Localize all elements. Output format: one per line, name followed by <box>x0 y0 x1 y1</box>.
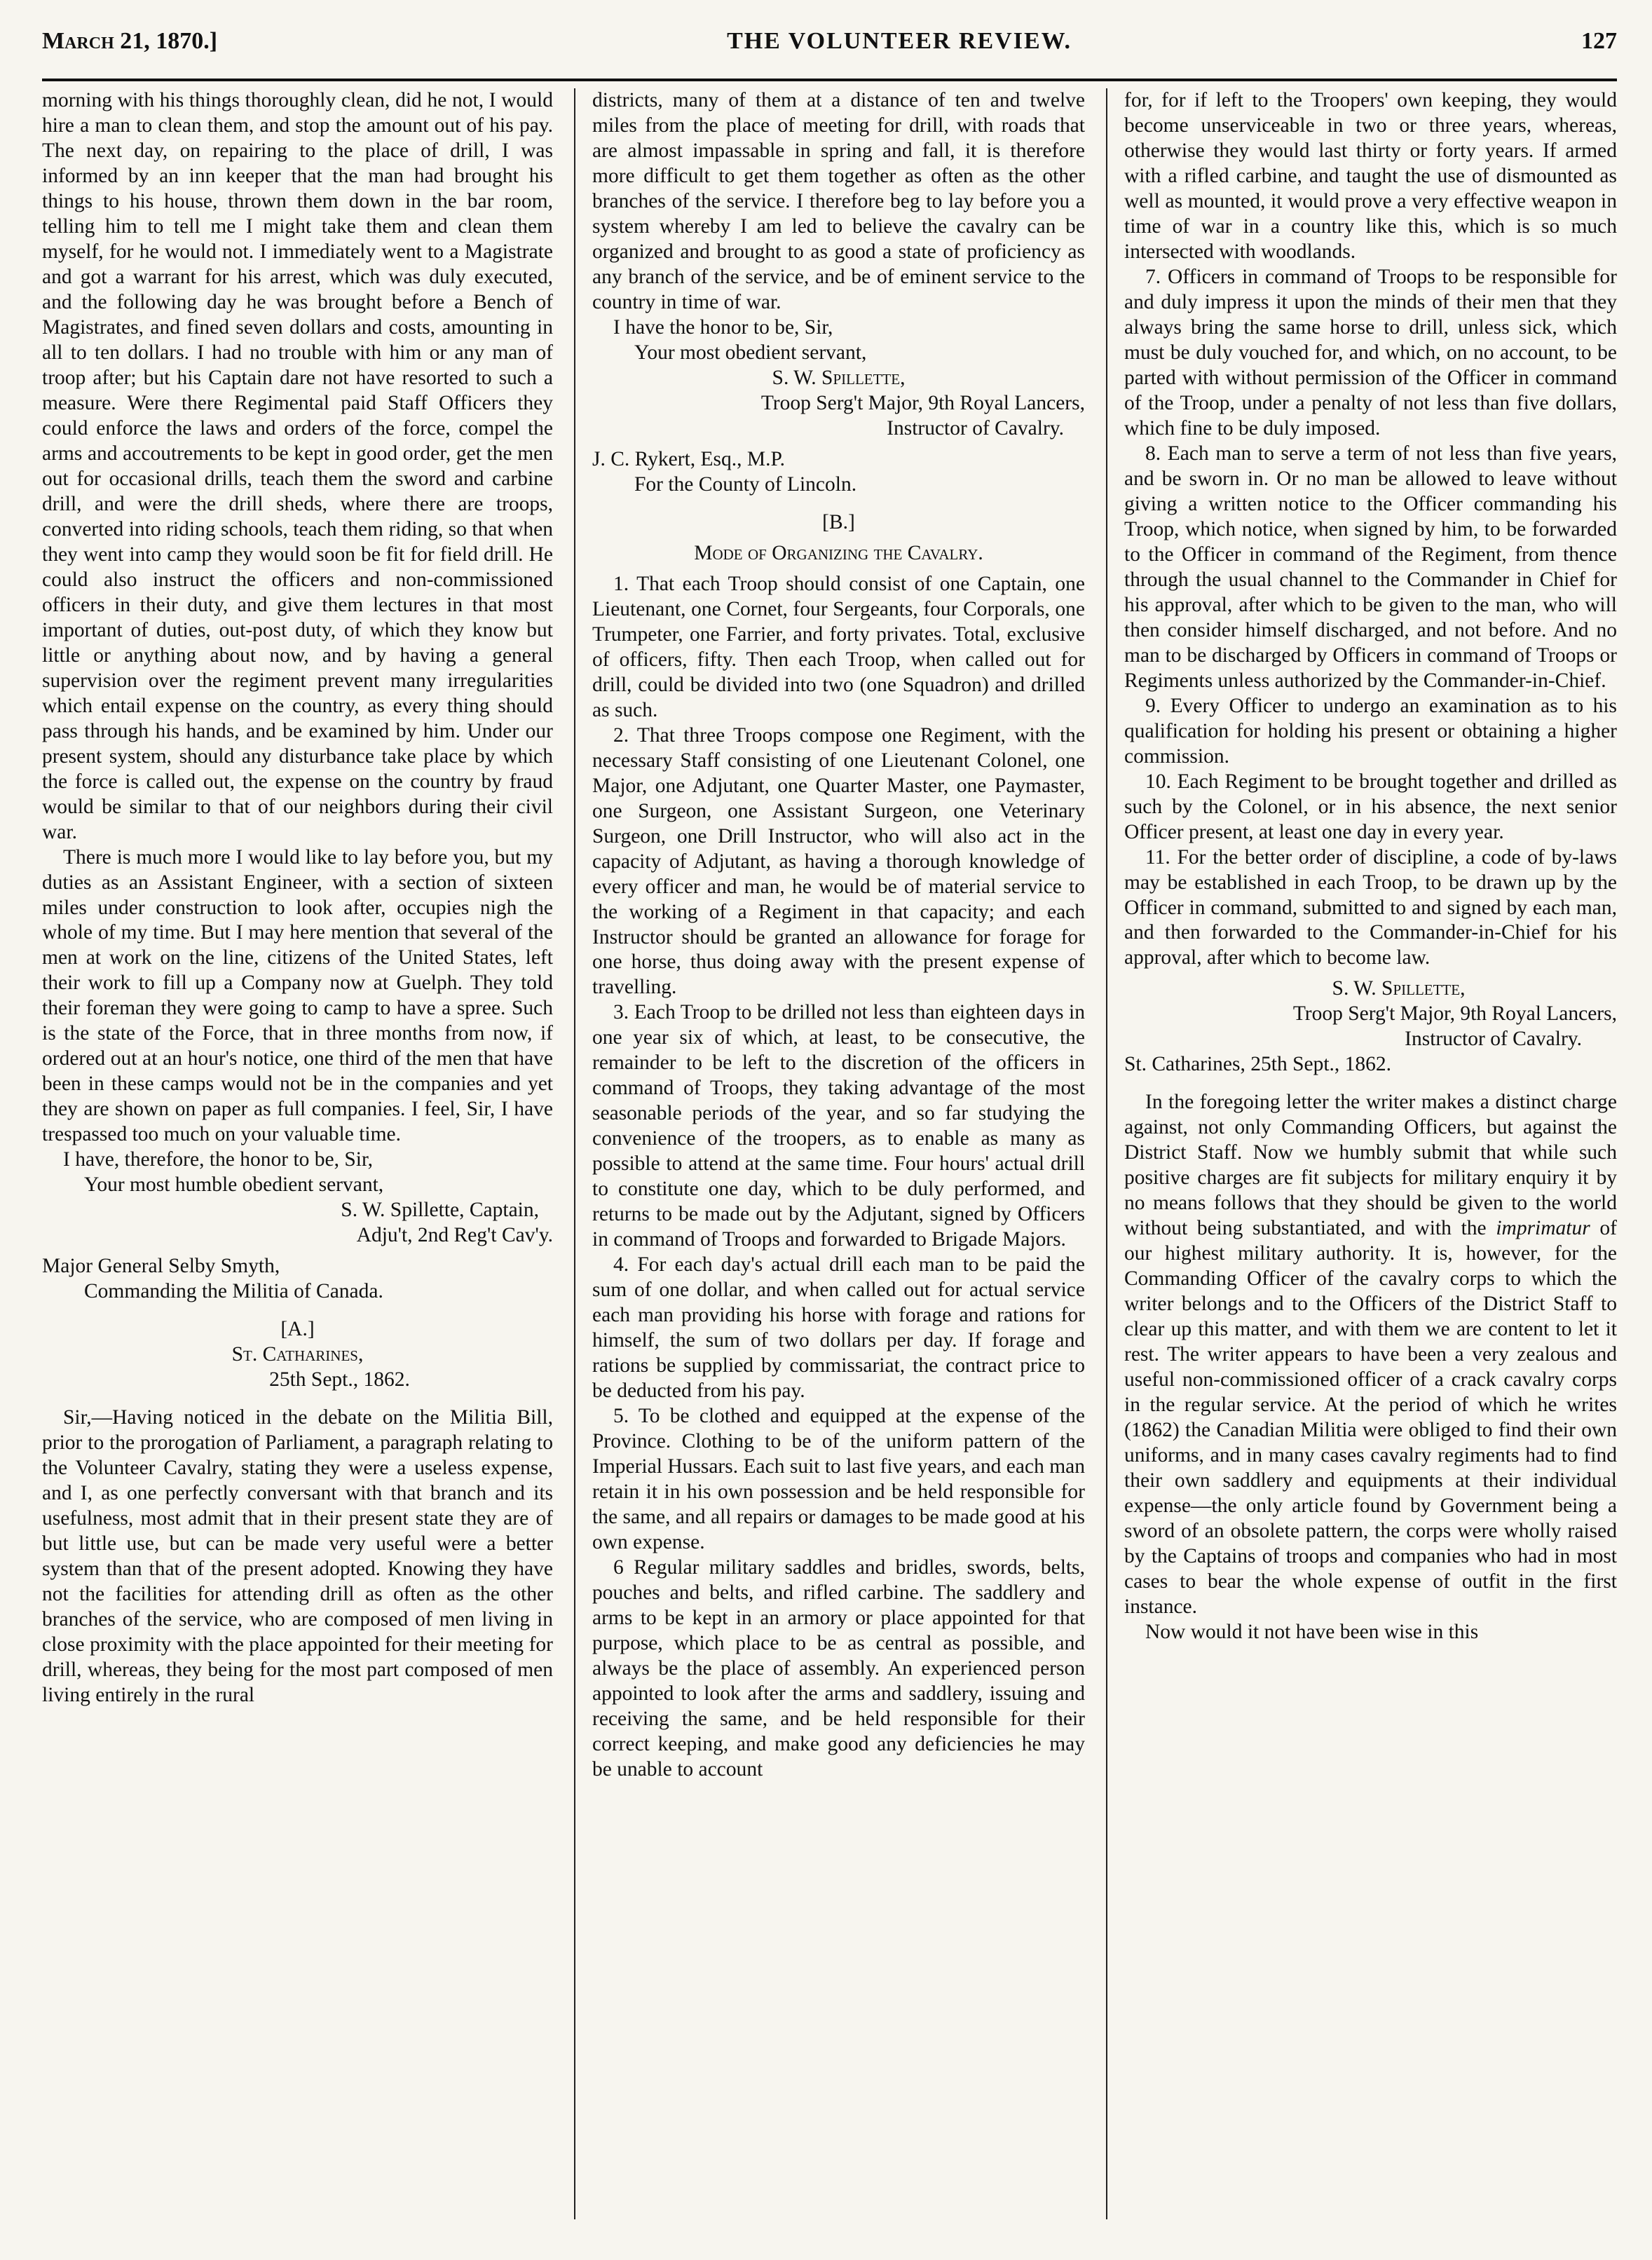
signature-title: Adju't, 2nd Reg't Cav'y. <box>356 1224 553 1247</box>
list-item: 2. That three Troops compose one Regiment, with the necessary Staff consisting of one Lieutenant Colonel, one Major, one Adjutant, one Quarter Master, one Paymaster, one Surgeon, one Assistant Surgeon, one Veterinary Surgeon, one Drill Instructor, who will also act in the capacity of Adjutant, as having a thorough knowledge of every officer and man, he would be of material service to the working of a Regiment in that capacity; and each Instructor should be granted an allowance for forage for one horse, thus doing away with the present expense of travelling. <box>592 723 1085 999</box>
signature-title: Instructor of Cavalry. <box>887 416 1064 440</box>
publication-title: THE VOLUNTEER REVIEW. <box>727 28 1072 54</box>
list-item: 3. Each Troop to be drilled not less than eighteen days in one year six of which, at least, to be consecutive, the remainder to be left to the discretion of the officers in command of Troops, they taking advantage of the most seasonable periods of the year, and so far studying the convenience of the troopers, as to enable as many as possible to attend at the same time. Four hours' actual drill to constitute one day, which to be duly performed, and returns to be made out by the Adjutant, signed by Officers in command of Troops and forwarded to Brigade Majors. <box>592 1001 1085 1251</box>
list-item: 9. Every Officer to undergo an examination as to his qualification for holding his present or obtaining a higher commission. <box>1124 694 1617 768</box>
closing-line: Your most obedient servant, <box>634 341 867 364</box>
editorial-text: of our highest military authority. It is, however, for the Commanding Officer of the cavalry corps to which the writer belongs and to the Officers of the District Staff to clear up this matter, and with them we are content to let it rest. The writer appears to have been a very zealous and useful non-commissioned officer of a crack cavalry corps in the regular service. At the period of which he writes (1862) the Canadian Militia were obliged to find their own uniforms, and in many cases cavalry regiments had to find their own saddlery and equipments at their individual expense—the only article found by Government being a sword of an obsolete pattern, the corps were wholly raised by the Captains of troops and companies who had in most cases to bear the whole expense of outfit in the first instance. <box>1124 1217 1617 1619</box>
column-3 <box>1106 88 1617 2219</box>
addressee-name: J. C. Rykert, Esq., M.P. <box>592 447 786 470</box>
dateline-date: 25th Sept., 1862. <box>269 1368 410 1391</box>
editorial-paragraph: Now would it not have been wise in this <box>1145 1621 1479 1644</box>
addressee-name: Major General Selby Smyth, <box>42 1255 280 1278</box>
section-label: [B.] <box>822 510 855 533</box>
column-2 <box>574 88 1085 2219</box>
list-item: 8. Each man to serve a term of not less than five years, and be sworn in. Or no man be allowed to leave without giving a written notice to the Officer commanding his Troop, which notice, when signed by him, to be forwarded to the Officer in command of the Regiment, from thence through the usual channel to the Commander in Chief for his approval, after which to be given to the man, who will then consider himself discharged, and not before. And no man to be discharged by Officers in command of Troops or Regiments unless authorized by the Commander-in-Chief. <box>1124 442 1617 692</box>
dateline-place: St. Catharines, <box>231 1343 364 1366</box>
editorial-text: In the foregoing letter the writer makes a distinct charge against, not only Commanding Officers, but against the District Staff. Now we humbly submit that while such positive charges are fit subjects for military enquiry it by no means follows that they should be given to the world without being substantiated, and with the <box>1124 1091 1617 1240</box>
article-columns <box>42 88 1617 2219</box>
addressee-title: For the County of Lincoln. <box>634 472 857 496</box>
masthead <box>42 28 1617 77</box>
list-item: 6 Regular military saddles and bridles, swords, belts, pouches and belts, and rifled carbine. The saddlery and arms to be kept in an armory or place appointed for that purpose, which place to be as central as possible, and always be the place of assembly. An experienced person appointed to look after the arms and saddlery, issuing and receiving the same, and be held responsible for their correct keeping, and make good any deficiencies he may be unable to account <box>592 1556 1085 1781</box>
list-item: 11. For the better order of discipline, a code of by-laws may be established in each Troop, to be drawn up by the Officer in command, submitted to and signed by each man, and then forwarded to the Commander-in-Chief for his approval, after which to become law. <box>1124 845 1617 969</box>
list-item: 5. To be clothed and equipped at the expense of the Province. Clothing to be of the uniform pattern of the Imperial Hussars. Each suit to last five years, and each man retain it in his own possession and be held responsible for the same, and all repairs or damages to be made good at his own expense. <box>592 1405 1085 1554</box>
addressee-title: Commanding the Militia of Canada. <box>84 1280 383 1303</box>
paragraph: for, for if left to the Troopers' own keeping, they would become unserviceable in two or three years, whereas, otherwise they would last thirty or forty years. If armed with a rifled carbine, and taught the use of dismounted as well as mounted, it would prove a very effective weapon in time of war in a country like this, which is so much intersected with woodlands. <box>1124 89 1617 263</box>
header-rule <box>42 79 1617 81</box>
page-number: 127 <box>1581 28 1617 54</box>
paragraph: Sir,—Having noticed in the debate on the Militia Bill, prior to the prorogation of Parliament, a paragraph relating to the Volunteer Cavalry, stating they were a useless expense, and I, as one perfectly conversant with that branch and its usefulness, most admit that in their present state they are of but little use, but can be made very useful were a better system than that of the present adopted. Knowing they have not the facilities for attending drill as often as the other branches of the service, who are composed of men living in close proximity with the place appointed for their meeting for drill, whereas, they being for the most part composed of men living entirely in the rural <box>42 1406 553 1707</box>
closing-line: I have the honor to be, Sir, <box>613 315 833 339</box>
signature-title: Instructor of Cavalry. <box>1405 1028 1582 1051</box>
signature-name: S. W. Spillette, Captain, <box>341 1199 539 1222</box>
column-1 <box>42 88 553 2219</box>
paragraph: There is much more I would like to lay before you, but my duties as an Assistant Engineer, with a section of sixteen miles under construction to look after, occupies nigh the whole of my time. But I may here mention that several of the men at work on the line, citizens of the United States, left their work to fill up a Company now at Guelph. They told their foreman they were going to camp to have a spree. Such is the state of the Force, that in three months from now, if ordered out at an hour's notice, one third of the men that have been in these camps would not be in the companies and yet they are shown on paper as full companies. I feel, Sir, I have trespassed too much on your valuable time. <box>42 845 553 1146</box>
list-item: 7. Officers in command of Troops to be responsible for and duly impress it upon the minds of their men that they always bring the same horse to drill, unless sick, which must be duly vouched for, and which, on no account, to be parted with without permission of the Officer in command of the Troop, under a penalty of not less than five dollars, which fine to be duly imposed. <box>1124 265 1617 440</box>
list-item: 1. That each Troop should consist of one Captain, one Lieutenant, one Cornet, four Sergeants, four Corporals, one Trumpeter, one Farrier, and forty privates. Total, exclusive of officers, fifty. Then each Troop, when called out for drill, could be divided into two (one Squadron) and drilled as such. <box>592 572 1085 721</box>
list-item: 10. Each Regiment to be brought together and drilled as such by the Colonel, or in his absence, the next senior Officer present, at least one day in every year. <box>1124 770 1617 843</box>
issue-date: March 21, 1870.] <box>42 28 218 54</box>
closing-line: I have, therefore, the honor to be, Sir, <box>63 1148 373 1171</box>
paragraph: morning with his things thoroughly clean, did he not, I would hire a man to clean them, and stop the amount out of his pay. The next day, on repairing to the place of drill, I was informed by an inn keeper that the man had brought his things to his house, thrown them down in the bar room, telling him to tell me I might take them and clean them myself, for he would not. I immediately went to a Magistrate and got a warrant for his arrest, which was duly executed, and the following day he was brought before a Bench of Magistrates, and fined seven dollars and costs, amounting in all to ten dollars. I had no trouble with him or any man of troop after; but his Captain dare not have resorted to such a measure. Were there Regimental paid Staff Officers they could enforce the laws and orders of the force, compel the arms and accoutrements to be kept in good order, get the men out for occasional drills, teach them the sword and carbine drill, and were the drill sheds, where there are troops, converted into riding schools, teach them riding, so that when they went into camp they would soon be fit for field drill. He could also instruct the officers and non-commissioned officers in their duty, and give them lectures in that most important of duties, out-post duty, of which they know but little or anything about now, and by having a general supervision over the regiment prevent many irregularities which entail expense on the country, as every thing should pass through his hands, and be examined by him. Under our present system, should any disturbance take place by which the force is called out, the expense on the country by fraud would be similar to that of our neighbors during their civil war. <box>42 89 553 843</box>
section-label: [A.] <box>280 1318 315 1341</box>
dateline: St. Catharines, 25th Sept., 1862. <box>1124 1053 1392 1076</box>
paragraph: districts, many of them at a distance of ten and twelve miles from the place of meeting for drill, with roads that are almost impassable in spring and fall, it is therefore more difficult to get them together as often as the other branches of the service. I therefore beg to lay before you a system whereby I am led to believe the cavalry can be organized and brought to as good a state of proficiency as any branch of the service, and be of eminent service to the country in time of war. <box>592 89 1085 313</box>
signature-title: Troop Serg't Major, 9th Royal Lancers, <box>1292 1002 1617 1026</box>
editorial-italic-term: imprimatur <box>1496 1217 1590 1240</box>
list-item: 4. For each day's actual drill each man to be paid the sum of one dollar, and when called out for actual service each man providing his horse with forage and rations for himself, the sum of two dollars per day. If forage and rations be supplied by commissariat, the contract price to be deducted from his pay. <box>592 1253 1085 1403</box>
editorial-paragraph <box>1124 1090 1617 1620</box>
section-heading: Mode of Organizing the Cavalry. <box>694 541 983 564</box>
signature-name: S. W. Spillette, <box>772 366 906 389</box>
signature-name: S. W. Spillette, <box>1332 977 1466 1000</box>
signature-title: Troop Serg't Major, 9th Royal Lancers, <box>760 391 1085 414</box>
closing-line: Your most humble obedient servant, <box>84 1173 384 1197</box>
